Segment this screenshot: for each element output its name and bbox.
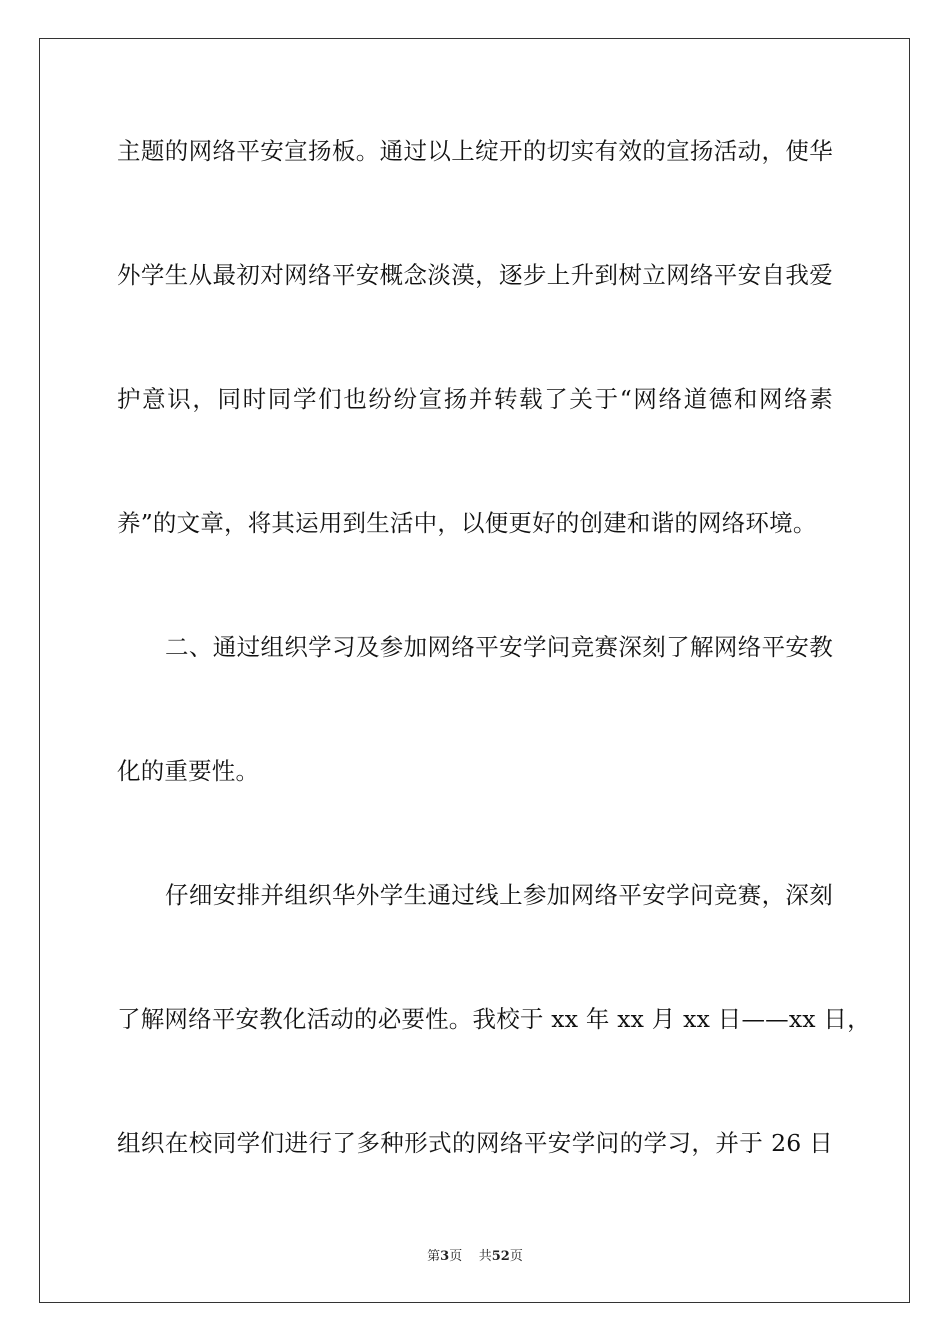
footer-page-prefix: 第 [427,1249,441,1264]
text-line-3: 护意识，同时同学们也纷纷宣扬并转载了关于“网络道德和网络素 [117,385,833,413]
text-line-2: 外学生从最初对网络平安概念淡漠，逐步上升到树立网络平安自我爱 [117,261,833,289]
footer-page-suffix: 页 [449,1249,463,1264]
text-line-4: 养”的文章，将其运用到生活中，以便更好的创建和谐的网络环境。 [117,509,817,537]
text-line-8: 了解网络平安教化活动的必要性。我校于 xx 年 xx 月 xx 日——xx 日， [117,1005,871,1033]
footer-page-number: 3 [440,1249,450,1264]
footer-total-prefix: 共 [478,1249,492,1264]
text-line-7: 仔细安排并组织华外学生通过线上参加网络平安学问竞赛，深刻 [165,881,833,909]
text-line-1: 主题的网络平安宣扬板。通过以上绽开的切实有效的宣扬活动，使华 [117,137,833,165]
page-border [39,38,910,1303]
page-footer [0,1248,950,1266]
text-line-9: 组织在校同学们进行了多种形式的网络平安学问的学习，并于 26 日 [117,1129,833,1157]
footer-total-suffix: 页 [509,1249,523,1264]
section-heading-line-2: 化的重要性。 [117,757,260,785]
footer-total-pages: 52 [491,1249,510,1264]
section-heading-line-1: 二、通过组织学习及参加网络平安学问竞赛深刻了解网络平安教 [165,633,833,661]
